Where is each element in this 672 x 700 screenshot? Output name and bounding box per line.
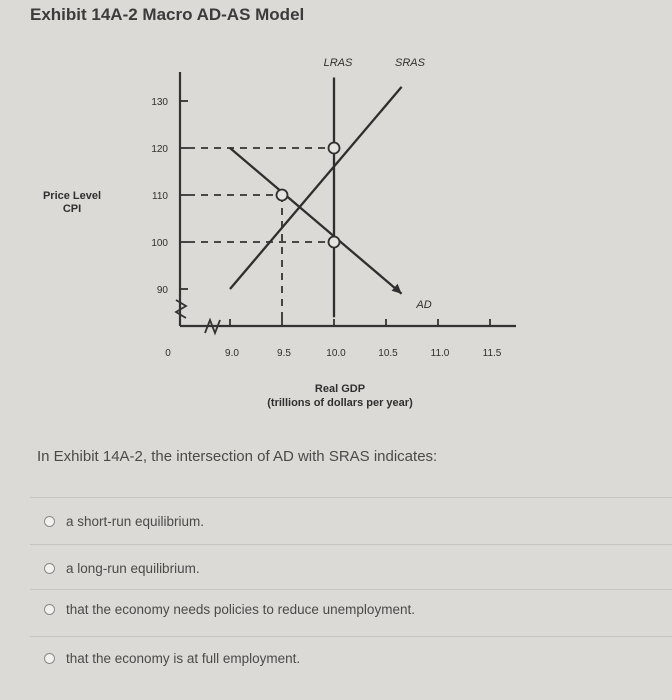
question-text: In Exhibit 14A-2, the intersection of AD with SRAS indicates:: [37, 448, 438, 465]
y-axis-label: Price Level: [42, 190, 102, 202]
y-tick-label: 90: [156, 285, 168, 296]
exhibit-title: Exhibit 14A-2 Macro AD-AS Model: [30, 5, 305, 24]
equilibrium-point: [329, 143, 340, 154]
sras-curve: [230, 87, 402, 289]
option-label: that the economy needs policies to reduce unemployment.: [66, 602, 415, 617]
x-tick-label: 11.5: [482, 348, 502, 359]
y-tick-label: 110: [152, 191, 168, 202]
origin-label: 0: [165, 348, 171, 359]
curve-label-ad: AD: [416, 299, 432, 311]
option-label: a long-run equilibrium.: [66, 561, 200, 576]
divider: [30, 497, 672, 498]
ad-curve: [230, 148, 402, 294]
radio-button[interactable]: [44, 563, 55, 574]
option-label: that the economy is at full employment.: [66, 651, 301, 666]
option-reduce-unemployment[interactable]: [44, 602, 415, 617]
y-tick-label: 100: [151, 238, 168, 249]
divider: [30, 544, 672, 545]
radio-button[interactable]: [44, 653, 55, 664]
option-label: a short-run equilibrium.: [66, 514, 205, 529]
x-tick-label: 10.5: [378, 348, 398, 359]
radio-button[interactable]: [44, 516, 55, 527]
x-axis-label: Real GDP: [314, 383, 366, 395]
x-tick-label: 9.0: [225, 348, 239, 359]
curve-label-lras: LRAS: [323, 57, 353, 69]
x-tick-label: 11.0: [430, 348, 450, 359]
x-tick-label: 9.5: [277, 348, 291, 359]
divider: [30, 636, 672, 637]
y-tick-label: 120: [151, 144, 168, 155]
equilibrium-point: [329, 237, 340, 248]
y-axis-label: CPI: [62, 203, 82, 215]
option-short-run-equilibrium[interactable]: [44, 514, 204, 529]
divider: [30, 589, 672, 590]
x-axis-label: (trillions of dollars per year): [267, 397, 413, 409]
y-axis-break: [176, 300, 186, 318]
x-axis-break: [205, 320, 220, 333]
radio-button[interactable]: [44, 604, 55, 615]
y-tick-label: 130: [151, 97, 168, 108]
option-long-run-equilibrium[interactable]: [44, 561, 200, 576]
equilibrium-point: [277, 190, 288, 201]
curve-label-sras: SRAS: [395, 57, 425, 69]
option-full-employment[interactable]: [44, 651, 300, 666]
x-tick-label: 10.0: [326, 348, 346, 359]
